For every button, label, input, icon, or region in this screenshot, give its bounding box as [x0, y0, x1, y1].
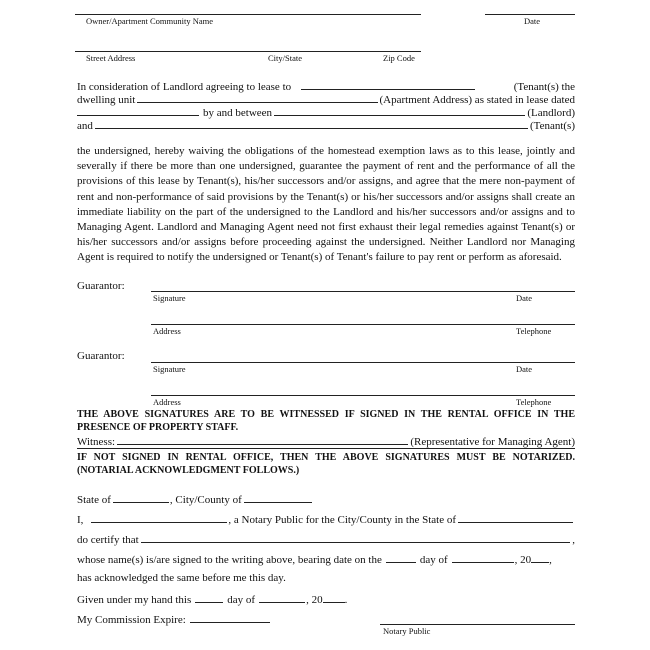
zip-code-label: Zip Code — [383, 53, 415, 63]
commission-expire-field[interactable] — [190, 612, 270, 623]
consideration-text-1a: In consideration of Landlord agreeing to lease to — [77, 81, 292, 93]
guarantor-2-signature-label: Signature — [153, 364, 186, 374]
guarantor-2-address-line[interactable] — [151, 395, 575, 396]
state-of-label: State of — [77, 494, 111, 506]
guarantor-1-address-line[interactable] — [151, 324, 575, 325]
consideration-line-4 — [77, 118, 575, 133]
bearing-year-field[interactable] — [531, 552, 549, 563]
notary-name-field[interactable] — [91, 512, 227, 523]
notary-public-for-label: , a Notary Public for the City/County in the State of — [228, 514, 457, 526]
dwelling-unit-field[interactable] — [137, 92, 377, 103]
witness-label: Witness: — [77, 436, 116, 448]
witness-notice: THE ABOVE SIGNATURES ARE TO BE WITNESSED IF SIGNED IN THE RENTAL OFFICE IN THE PRESENCE OF PROPERTY STAFF. — [77, 409, 575, 433]
consideration-text-1b: (Tenant(s) the — [513, 81, 575, 93]
city-county-label: , City/County of — [169, 494, 242, 506]
given-month-field[interactable] — [259, 592, 305, 603]
guarantor-1-signature-label: Signature — [153, 293, 186, 303]
consideration-text-2b: (Apartment Address) as stated in lease dated — [379, 94, 575, 106]
guarantor-2-signature-line[interactable] — [151, 362, 575, 363]
lease-date-field[interactable] — [77, 105, 199, 116]
consideration-text-2a: dwelling unit — [77, 94, 136, 106]
consideration-text-4b: (Tenant(s) — [529, 120, 575, 132]
owner-name-line[interactable] — [75, 14, 421, 15]
notary-notice: IF NOT SIGNED IN RENTAL OFFICE, THEN THE ABOVE SIGNATURES MUST BE NOTARIZED. (NOTARIAL ACKNOWLEDGMENT FOLLOWS.) — [77, 452, 575, 476]
address-line[interactable] — [75, 51, 421, 52]
given-year-field[interactable] — [323, 592, 345, 603]
tenant-field[interactable] — [95, 118, 528, 129]
given-under-label: Given under my hand this — [77, 594, 192, 606]
guaranty-paragraph: the undersigned, hereby waiving the obligations of the homestead exemption laws as to this lease, jointly and severally if there be more than one undersigned, guarantee the payment of rent and the performance of all the provisions of this lease by Tenant(s), his/her successors and/or assigns, and agree that the mere non-payment of rent and non-performance of said provisions by the Tenant(s) or his/her successors and/or assigns shall create an immediate liability on the part of the undersigned to the Landlord and his/her successors and/or assigns and to Managing Agent. Landlord and Managing Agent need not first exhaust their legal remedies against Tenant(s) or his/her successors and/or assigns before proceeding against the undersigned. Neither Landlord nor Managing Agent is required to notify the undersigned or Tenant(s) of Tenant's failure to pay rent or perform as aforesaid. — [77, 145, 575, 264]
notary-i-line — [77, 512, 575, 527]
landlord-field[interactable] — [274, 105, 525, 116]
state-field[interactable] — [113, 492, 169, 503]
notary-signature-line[interactable] — [380, 624, 575, 625]
certify-names-field[interactable] — [141, 532, 571, 543]
notary-state-field[interactable] — [458, 512, 573, 523]
witness-signature-field[interactable] — [117, 434, 408, 445]
do-certify-label: do certify that — [77, 534, 139, 546]
given-year-20-label: , 20 — [306, 594, 323, 606]
bearing-month-field[interactable] — [452, 552, 514, 563]
owner-name-label: Owner/Apartment Community Name — [86, 16, 214, 26]
notary-whose-names-line: whose name(s) is/are signed to the writing above, bearing date on the day of , 20 , — [77, 554, 552, 566]
guarantor-1-label: Guarantor: — [77, 280, 125, 292]
tenant-name-field[interactable] — [301, 79, 475, 90]
witness-line — [77, 434, 575, 449]
guarantor-1-telephone-label: Telephone — [516, 326, 552, 336]
notary-public-label: Notary Public — [383, 626, 431, 636]
guarantor-1-signature-line[interactable] — [151, 291, 575, 292]
notary-state-line — [77, 492, 312, 507]
date-label: Date — [524, 16, 541, 26]
consideration-text-4a: and — [77, 120, 93, 132]
guarantor-1-address-label: Address — [153, 326, 181, 336]
guarantor-2-date-label: Date — [516, 364, 533, 374]
city-state-label: City/State — [268, 53, 302, 63]
whose-names-label: whose name(s) is/are signed to the writing above, bearing date on the — [77, 554, 382, 566]
day-of-label: day of — [419, 554, 448, 566]
notary-certify-line: do certify that , — [77, 534, 575, 546]
guarantor-1-date-label: Date — [516, 293, 533, 303]
i-label: I, — [77, 514, 84, 526]
bearing-day-field[interactable] — [386, 552, 416, 563]
acknowledged-text: has acknowledged the same before me this day. — [77, 572, 286, 584]
notary-commission-line — [77, 612, 270, 627]
given-day-field[interactable] — [195, 592, 223, 603]
consideration-text-3b: (Landlord) — [527, 107, 575, 119]
year-20-label: , 20 — [514, 554, 532, 566]
consideration-text-3a: by and between — [203, 107, 273, 119]
commission-label: My Commission Expire: — [77, 614, 186, 626]
notary-given-line: Given under my hand this day of , 20 . — [77, 594, 348, 606]
witness-divider — [77, 448, 575, 449]
guarantor-2-telephone-label: Telephone — [516, 397, 552, 407]
date-line[interactable] — [485, 14, 575, 15]
street-address-label: Street Address — [86, 53, 136, 63]
guarantor-2-label: Guarantor: — [77, 350, 125, 362]
given-day-of-label: day of — [227, 594, 256, 606]
city-county-field[interactable] — [244, 492, 312, 503]
representative-label: (Representative for Managing Agent) — [410, 436, 575, 448]
guarantor-2-address-label: Address — [153, 397, 181, 407]
